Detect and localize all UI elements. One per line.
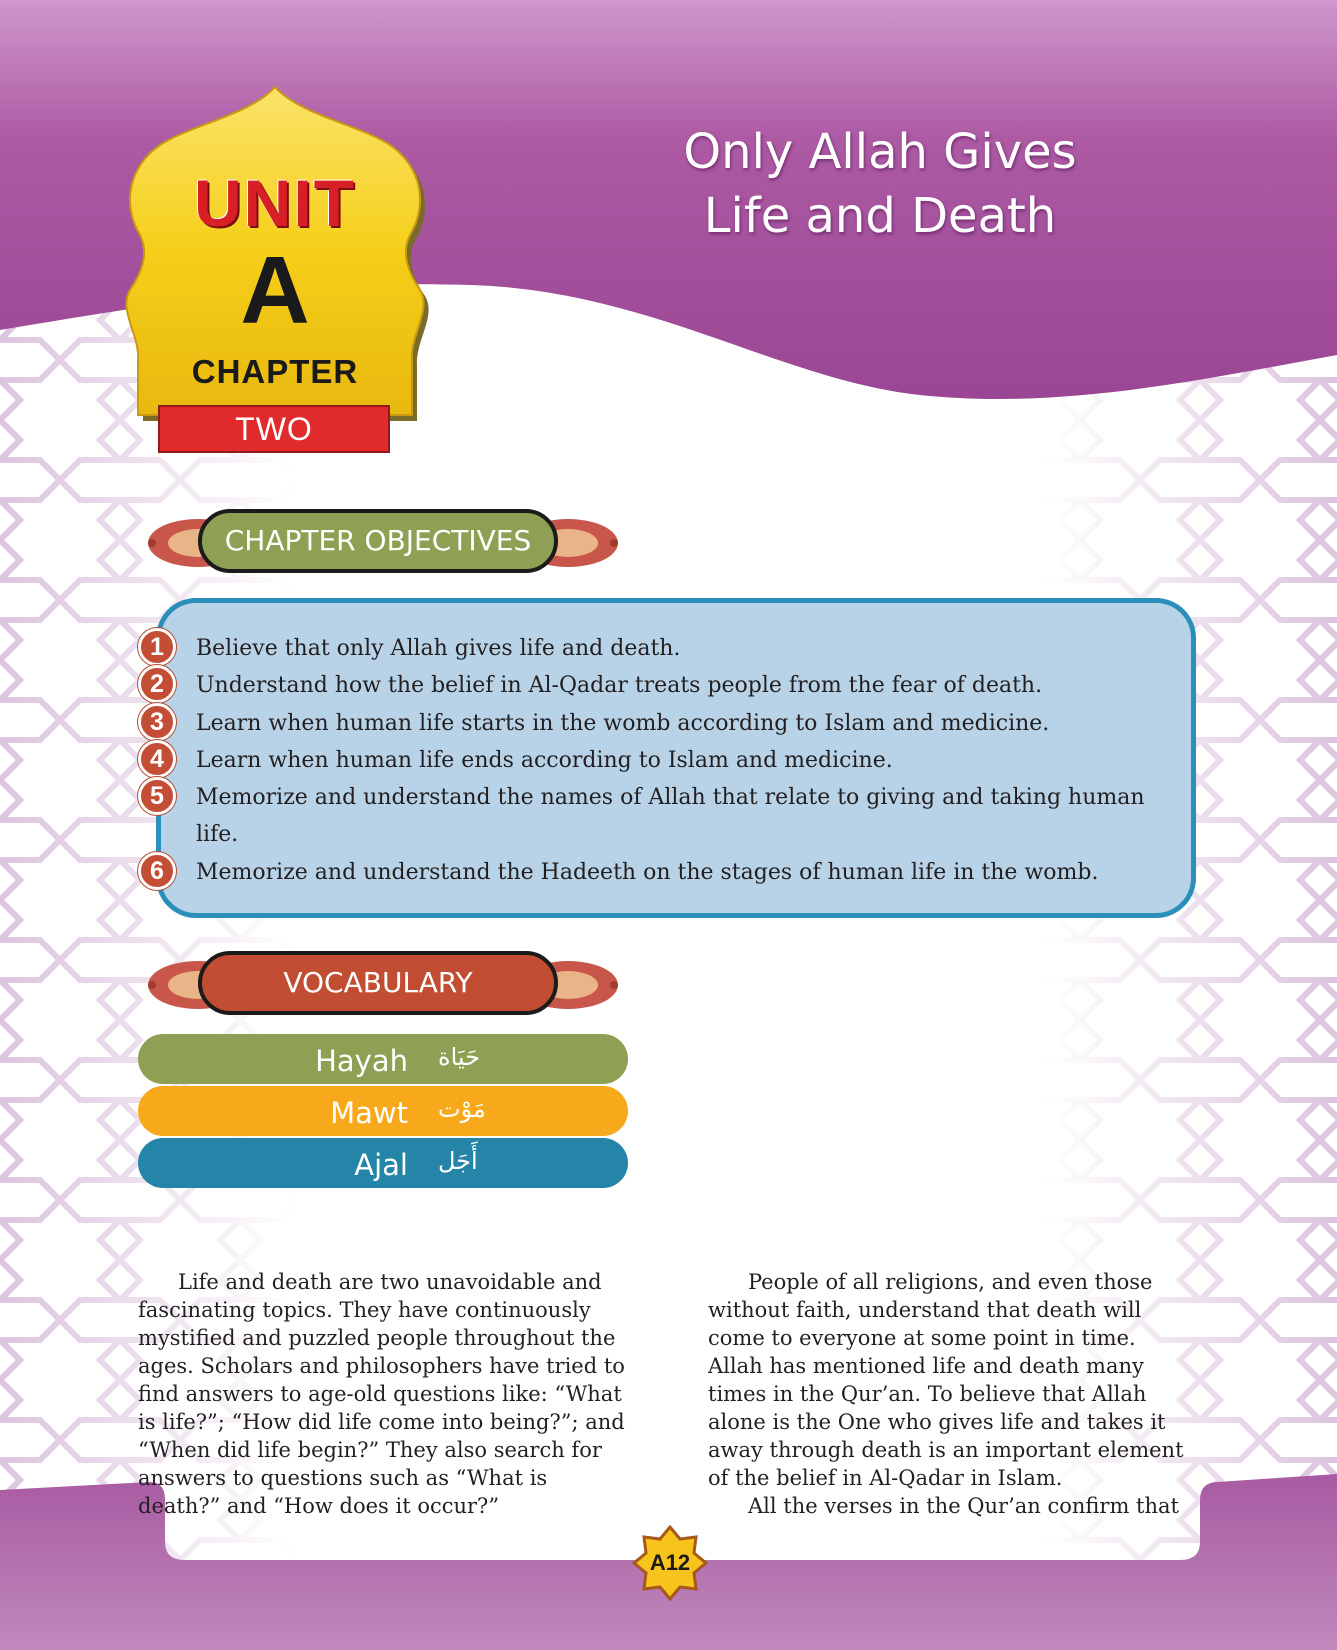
vocab-word: Mawt [330,1096,408,1130]
objective-number-badge: 6 [138,852,176,890]
unit-label: UNIT [194,166,356,240]
vocab-arabic: مَوْت [438,1095,486,1123]
body-column-right [708,1268,1196,1520]
objective-text: Learn when human life starts in the womb according to Islam and medicine. [196,710,1050,736]
objective-item [138,628,1198,665]
vocab-word: Ajal [354,1148,408,1182]
vocab-word: Hayah [315,1044,408,1078]
vocabulary-heading-banner [138,945,628,1025]
chapter-title [600,120,1160,248]
vocabulary-heading: VOCABULARY [198,951,558,1015]
body-column-left [138,1268,628,1520]
body-paragraph: Life and death are two unavoidable and fascinating topics. They have continuously mystified and puzzled people throughout the ages. Scholars and philosophers have tried to find answers to age-old questions like: “What is life?”; “How did life come into being?”; and “When did life begin?” They also search for answers to questions such as “What is death?” and “How does it occur?” [138,1270,625,1518]
vocab-item-hayah [138,1034,628,1084]
objectives-list [138,628,1198,889]
title-line-2: Life and Death [703,188,1057,244]
objective-text: Believe that only Allah gives life and death. [196,636,681,661]
objective-number-badge: 2 [138,665,176,703]
body-paragraph: All the verses in the Qur’an confirm that [748,1494,1179,1518]
objective-number-badge: 3 [138,703,176,741]
objective-number-badge: 1 [138,628,176,666]
objectives-heading: CHAPTER OBJECTIVES [198,509,558,573]
unit-letter: A [240,237,310,344]
objective-item [138,777,1198,852]
title-line-1: Only Allah Gives [683,124,1077,180]
objective-number-badge: 4 [138,740,176,778]
page-number: A12 [649,1550,691,1575]
vocab-item-mawt [138,1086,628,1136]
objective-text: Memorize and understand the names of Allah that relate to giving and taking human life. [196,785,1145,848]
objective-text: Learn when human life ends according to Islam and medicine. [196,747,893,773]
chapter-label: CHAPTER [191,353,359,390]
objective-text: Understand how the belief in Al-Qadar treats people from the fear of death. [196,673,1043,699]
objective-item [138,665,1198,702]
objectives-heading-banner [138,503,628,583]
body-paragraph: People of all religions, and even those without faith, understand that death will come to everyone at some point in time. Allah has mentioned life and death many times in the Qur’an. To believe that Allah alone is the One who gives life and takes it away through death is an important element of the belief in Al-Qadar in Islam. [708,1270,1184,1490]
objective-item [138,703,1198,740]
objective-item [138,852,1198,889]
vocab-arabic: أَجَل [438,1147,478,1175]
objective-item [138,740,1198,777]
objective-text: Memorize and understand the Hadeeth on the stages of human life in the womb. [196,859,1099,885]
objective-number-badge: 5 [138,777,176,815]
unit-chapter-badge [110,85,440,455]
vocab-item-ajal [138,1138,628,1188]
chapter-number: TWO [158,405,390,453]
vocab-arabic: حَيَاة [438,1043,480,1071]
